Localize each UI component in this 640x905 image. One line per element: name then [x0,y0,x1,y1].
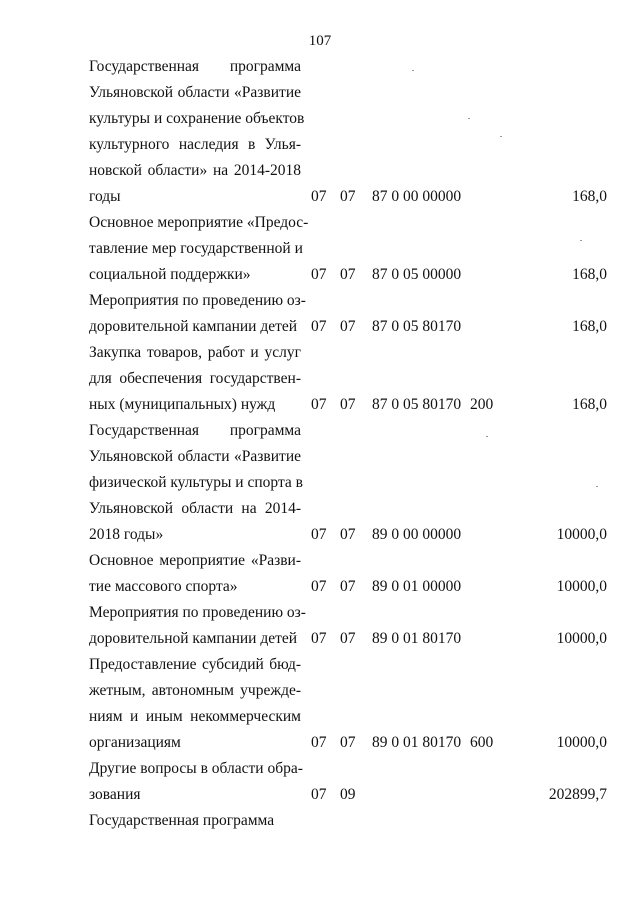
page-number: 107 [308,33,332,49]
row-description-line: тие массового спорта» [89,578,238,595]
section-code: 07 [311,578,327,595]
scan-speck [468,118,470,119]
row-description-line: Другие вопросы в области обра- [89,760,303,777]
target-article-code: 89 0 00 00000 [372,526,462,543]
section-code: 07 [311,630,327,647]
table-row [0,340,640,418]
row-description-line: культуры и сохранение объектов [89,110,305,127]
target-article-code: 87 0 00 00000 [372,188,462,205]
row-description-line: культурного наследия в Улья- [89,136,301,153]
row-description-line: Основное мероприятие «Разви- [89,552,301,569]
row-description-line: Предоставление субсидий бюд- [89,656,301,673]
table-row [0,288,640,340]
row-description-line: социальной поддержки» [89,266,251,283]
row-description-line: новской области» на 2014-2018 [89,162,301,179]
target-article-code: 89 0 01 00000 [372,578,462,595]
section-code: 07 [311,786,327,803]
section-code: 07 [311,396,327,413]
table-row [0,54,640,210]
section-code: 07 [311,526,327,543]
subsection-code: 07 [340,188,356,205]
scan-speck [486,436,488,437]
table-row [0,418,640,548]
row-description-line: ниям и иным некоммерческим [89,708,301,725]
row-description-line: организациям [89,734,181,751]
table-row [0,808,640,834]
table-row [0,600,640,652]
scan-speck [412,70,414,71]
row-description-line: годы [89,188,121,205]
row-description-line: 2018 годы» [89,526,164,543]
scan-speck [596,486,598,487]
row-description-line: зования [89,786,141,803]
target-article-code: 87 0 05 80170 [372,396,462,413]
amount: 168,0 [572,266,607,283]
subsection-code: 09 [340,786,356,803]
amount: 202899,7 [548,786,607,803]
row-description-line: Ульяновской области на 2014- [89,500,301,517]
subsection-code: 07 [340,396,356,413]
section-code: 07 [311,734,327,751]
subsection-code: 07 [340,526,356,543]
target-article-code: 87 0 05 80170 [372,318,462,335]
scan-speck [580,240,582,241]
row-description-line: Основное мероприятие «Предос- [89,214,309,231]
subsection-code: 07 [340,734,356,751]
amount: 10000,0 [556,734,607,751]
expense-type-code: 200 [470,396,494,413]
table-row [0,756,640,808]
row-description-line: Ульяновской области «Развитие [89,84,301,101]
amount: 168,0 [572,318,607,335]
target-article-code: 89 0 01 80170 [372,630,462,647]
expense-type-code: 600 [470,734,494,751]
scan-speck [500,136,502,137]
row-description-line: Мероприятия по проведению оз- [89,292,306,309]
row-description-line: для обеспечения государствен- [89,370,301,387]
subsection-code: 07 [340,266,356,283]
subsection-code: 07 [340,630,356,647]
row-description-line: Государственная программа [89,812,275,829]
row-description-line: тавление мер государственной и [89,240,303,257]
amount: 10000,0 [556,526,607,543]
subsection-code: 07 [340,318,356,335]
row-description-line: Государственная программа [89,422,301,439]
table-row [0,548,640,600]
row-description-line: ных (муниципальных) нужд [89,396,276,413]
amount: 168,0 [572,396,607,413]
subsection-code: 07 [340,578,356,595]
row-description-line: Мероприятия по проведению оз- [89,604,306,621]
table-row [0,210,640,288]
amount: 10000,0 [556,630,607,647]
row-description-line: доровительной кампании детей [89,318,298,335]
row-description-line: Государственная программа [89,58,301,75]
target-article-code: 87 0 05 00000 [372,266,462,283]
row-description-line: Ульяновской области «Развитие [89,448,301,465]
row-description-line: физической культуры и спорта в [89,474,303,491]
amount: 10000,0 [556,578,607,595]
section-code: 07 [311,188,327,205]
row-description-line: доровительной кампании детей [89,630,298,647]
section-code: 07 [311,266,327,283]
target-article-code: 89 0 01 80170 [372,734,462,751]
row-description-line: жетным, автономным учрежде- [89,682,301,699]
amount: 168,0 [572,188,607,205]
section-code: 07 [311,318,327,335]
row-description-line: Закупка товаров, работ и услуг [89,344,301,361]
table-row [0,652,640,756]
